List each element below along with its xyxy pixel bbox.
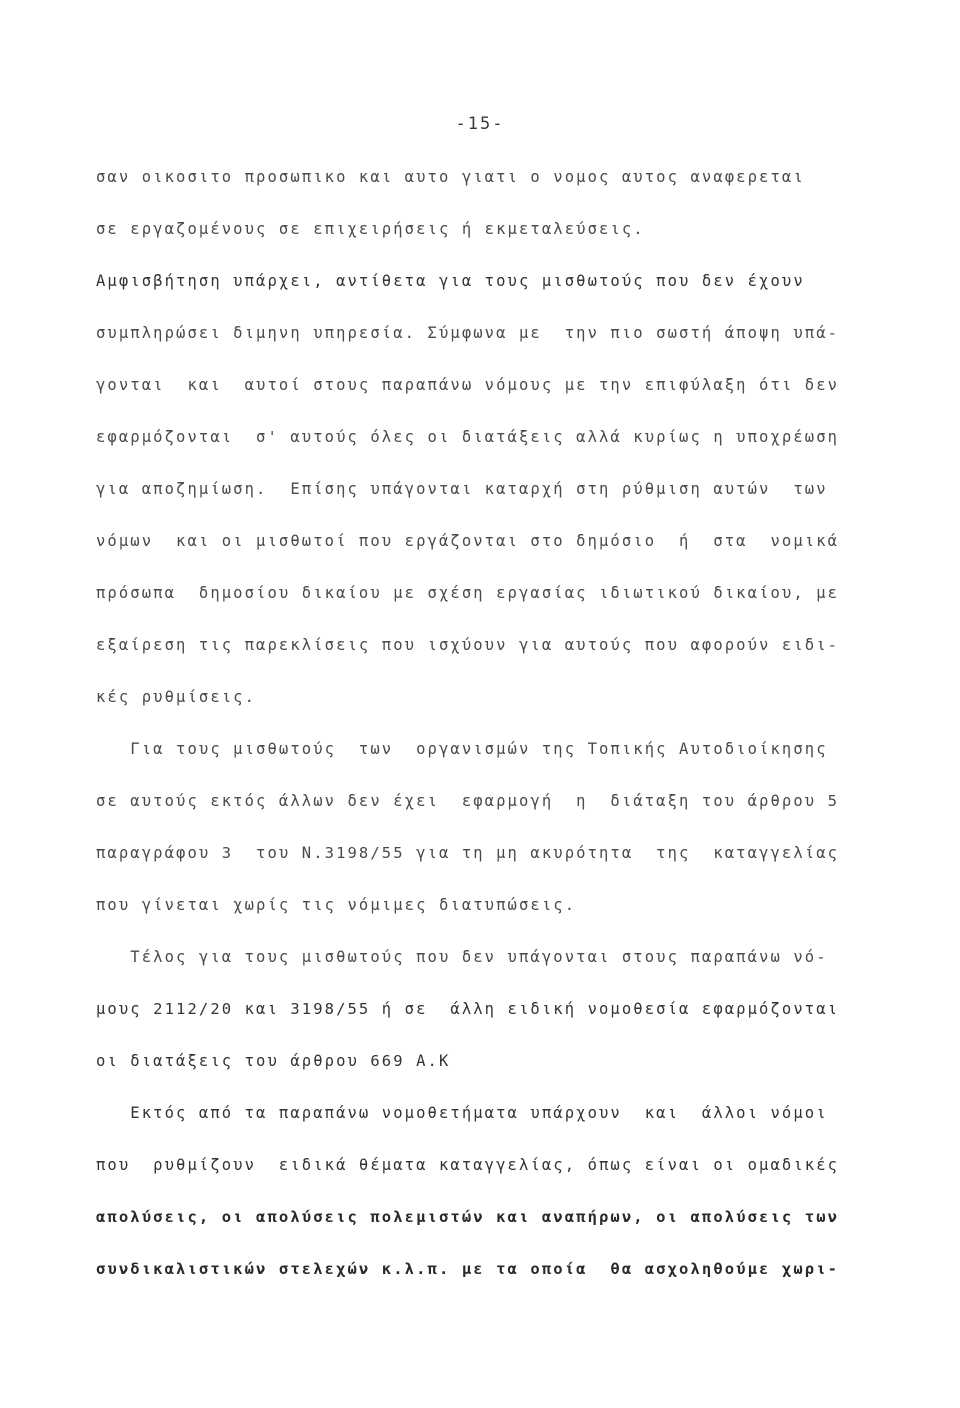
text-line: εξαίρεση τις παρεκλίσεις που ισχύουν για αυτούς που αφορούν ειδι- xyxy=(96,636,840,654)
text-line: απολύσεις, οι απολύσεις πολεμιστών και αναπήρων, οι απολύσεις των xyxy=(96,1208,840,1226)
page-number: -15- xyxy=(455,114,505,134)
text-line: σαν οικοσιτο προσωπικο και αυτο γιατι ο νομος αυτος αναφερεται xyxy=(96,168,805,186)
text-line: εφαρμόζονται σ' αυτούς όλες οι διατάξεις αλλά κυρίως η υποχρέωση xyxy=(96,428,840,446)
text-line: σε εργαζομένους σε επιχειρήσεις ή εκμεταλεύσεις. xyxy=(96,220,645,238)
text-line: νόμων και οι μισθωτοί που εργάζονται στο δημόσιο ή στα νομικά xyxy=(96,532,840,550)
text-line: Εκτός από τα παραπάνω νομοθετήματα υπάρχουν και άλλοι νόμοι xyxy=(96,1104,828,1122)
text-line: σε αυτούς εκτός άλλων δεν έχει εφαρμογή η διάταξη του άρθρου 5 xyxy=(96,792,840,810)
text-line: πρόσωπα δημοσίου δικαίου με σχέση εργασίας ιδιωτικού δικαίου, με xyxy=(96,584,840,602)
text-line: γονται και αυτοί στους παραπάνω νόμους με την επιφύλαξη ότι δεν xyxy=(96,376,840,394)
text-line: μους 2112/20 και 3198/55 ή σε άλλη ειδική νομοθεσία εφαρμόζονται xyxy=(96,1000,840,1018)
text-line: οι διατάξεις του άρθρου 669 Α.Κ xyxy=(96,1052,451,1070)
text-line: που γίνεται χωρίς τις νόμιμες διατυπώσεις. xyxy=(96,896,577,914)
text-line: συμπληρώσει διμηνη υπηρεσία. Σύμφωνα με την πιο σωστή άποψη υπά- xyxy=(96,324,840,342)
text-line: Τέλος για τους μισθωτούς που δεν υπάγονται στους παραπάνω νό- xyxy=(96,948,828,966)
text-line: συνδικαλιστικών στελεχών κ.λ.π. με τα οποία θα ασχοληθούμε χωρι- xyxy=(96,1260,840,1278)
text-line: κές ρυθμίσεις. xyxy=(96,688,257,706)
text-line: για αποζημίωση. Επίσης υπάγονται καταρχή στη ρύθμιση αυτών των xyxy=(96,480,828,498)
text-line: που ρυθμίζουν ειδικά θέματα καταγγελίας, όπως είναι οι ομαδικές xyxy=(96,1156,840,1174)
text-line: Για τους μισθωτούς των οργανισμών της Τοπικής Αυτοδιοίκησης xyxy=(96,740,828,758)
text-line: παραγράφου 3 του Ν.3198/55 για τη μη ακυρότητα της καταγγελίας xyxy=(96,844,840,862)
text-line: Αμφισβήτηση υπάρχει, αντίθετα για τους μισθωτούς που δεν έχουν xyxy=(96,272,805,290)
